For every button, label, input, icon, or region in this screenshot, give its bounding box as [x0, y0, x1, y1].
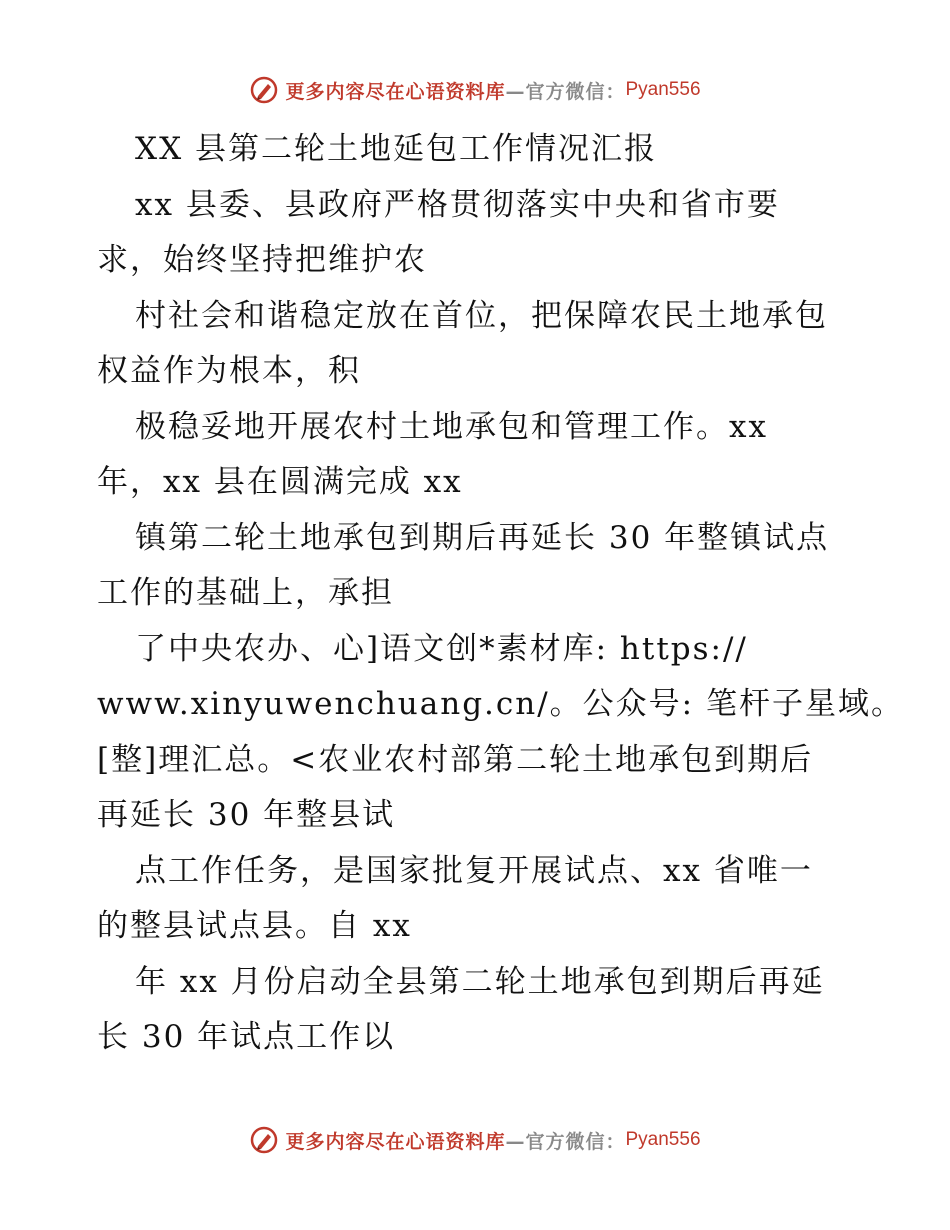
- document-line: [整]理汇总。<农业农村部第二轮土地承包到期后: [97, 741, 814, 778]
- document-line: www.xinyuwenchuang.cn/。公众号: 笔杆子星域。: [97, 686, 904, 722]
- document-line: 年 xx 月份启动全县第二轮土地承包到期后再延: [135, 963, 825, 1000]
- document-line: 点工作任务，是国家批复开展试点、xx 省唯一: [135, 852, 813, 889]
- document-line: 极稳妥地开展农村土地承包和管理工作。xx: [135, 408, 768, 445]
- document-body: [97, 122, 904, 1066]
- document-line: 长 30 年试点工作以: [97, 1019, 396, 1055]
- document-line: xx 县委、县政府严格贯彻落实中央和省市要: [135, 186, 780, 223]
- document-line: 求，始终坚持把维护农: [97, 242, 427, 278]
- banner-text: 更多内容尽在心语资料库: [285, 1130, 506, 1153]
- banner-separator: —官方微信：: [505, 1130, 626, 1153]
- header-watermark-banner: [0, 70, 950, 110]
- document-line: 镇第二轮土地承包到期后再延长 30 年整镇试点: [135, 519, 830, 556]
- document-line: 村社会和谐稳定放在首位，把保障农民土地承包: [135, 297, 828, 334]
- footer-watermark-banner: [0, 1120, 950, 1160]
- banner-separator: —官方微信：: [505, 80, 626, 103]
- banner-wechat-id: Pyan556: [625, 1129, 701, 1150]
- banner-wechat-id: Pyan556: [625, 79, 701, 100]
- document-line: 了中央农办、心]语文创*素材库: https://: [135, 630, 748, 667]
- pen-logo-icon: [249, 75, 279, 105]
- document-line: 权益作为根本，积: [97, 353, 361, 389]
- banner-text: 更多内容尽在心语资料库: [285, 80, 506, 103]
- document-line: 年，xx 县在圆满完成 xx: [97, 464, 463, 500]
- document-line: 工作的基础上，承担: [97, 575, 394, 611]
- pen-logo-icon: [249, 1125, 279, 1155]
- document-line: 的整县试点县。自 xx: [97, 908, 412, 944]
- document-line: XX 县第二轮土地延包工作情况汇报: [135, 131, 657, 167]
- document-line: 再延长 30 年整县试: [97, 797, 396, 833]
